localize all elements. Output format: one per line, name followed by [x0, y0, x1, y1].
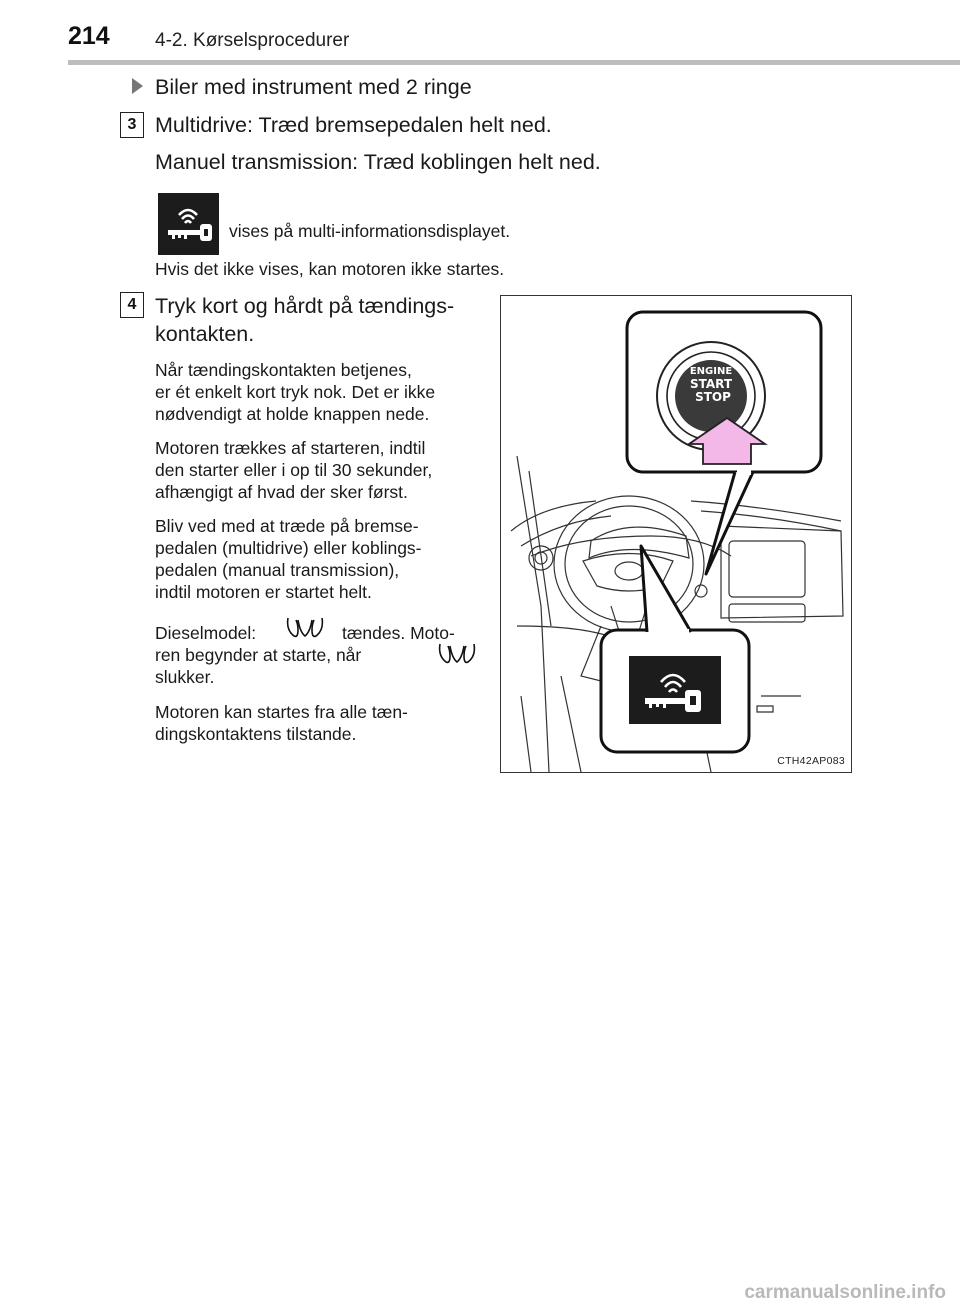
para4-b: tændes. Moto-: [342, 623, 455, 643]
step3-note: Hvis det ikke vises, kan motoren ikke startes.: [155, 259, 505, 279]
para4-c: ren begynder at starte, når: [155, 645, 362, 665]
step4-heading-line2: kontakten.: [155, 322, 255, 346]
para3-line1: Bliv ved med at træde på bremse-: [155, 516, 419, 536]
para3-line2: pedalen (multidrive) eller koblings-: [155, 538, 422, 558]
step-number-3: 3: [120, 112, 144, 138]
para2-line3: afhængigt af hvad der sker først.: [155, 482, 408, 502]
para3-line4: indtil motoren er startet helt.: [155, 582, 372, 602]
step4-heading-line1: Tryk kort og hårdt på tændings-: [155, 294, 455, 318]
illustration-svg: [501, 296, 851, 772]
page-header: [0, 0, 960, 66]
header-rule: [68, 60, 960, 65]
smart-key-indicator-icon: [158, 193, 219, 255]
para5-line1: Motoren kan startes fra alle tæn-: [155, 702, 408, 722]
page-number: 214: [68, 22, 110, 50]
para5-line2: dingskontaktens tilstande.: [155, 724, 357, 744]
para1-line1-text: Når tændingskontakten betjenes,: [155, 359, 465, 381]
para1-line3-text: nødvendigt at holde knappen nede.: [155, 404, 430, 424]
button-label-engine: ENGINE: [689, 366, 733, 377]
glow-plug-icon: [436, 640, 478, 673]
bullet-text: Biler med instrument med 2 ringe: [155, 75, 472, 99]
figure-code: CTH42AP083: [777, 755, 845, 767]
step3-line1: Multidrive: Træd bremsepedalen helt ned.: [155, 113, 552, 137]
glow-plug-icon: [284, 614, 326, 647]
step-number-4: 4: [120, 292, 144, 318]
play-triangle-icon: [132, 78, 143, 94]
indicator-caption: vises på multi-informationsdisplayet.: [229, 221, 511, 241]
para1-line2-text: er ét enkelt kort tryk nok. Det er ikke: [155, 382, 436, 402]
para2-line1: Motoren trækkes af starteren, indtil: [155, 438, 426, 458]
para3-line3: pedalen (manual transmission),: [155, 560, 400, 580]
step3-line2: Manuel transmission: Træd koblingen helt ned.: [155, 150, 601, 174]
section-title: 4-2. Kørselsprocedurer: [155, 30, 350, 51]
para4-a: Dieselmodel:: [155, 623, 257, 643]
button-label-start: START: [689, 377, 733, 391]
para4-d: slukker.: [155, 667, 215, 687]
engine-start-illustration: [500, 295, 852, 773]
footer-watermark[interactable]: carmanualsonline.info: [744, 1282, 946, 1303]
para2-line2: den starter eller i op til 30 sekunder,: [155, 460, 433, 480]
button-label-stop: STOP: [695, 390, 731, 404]
